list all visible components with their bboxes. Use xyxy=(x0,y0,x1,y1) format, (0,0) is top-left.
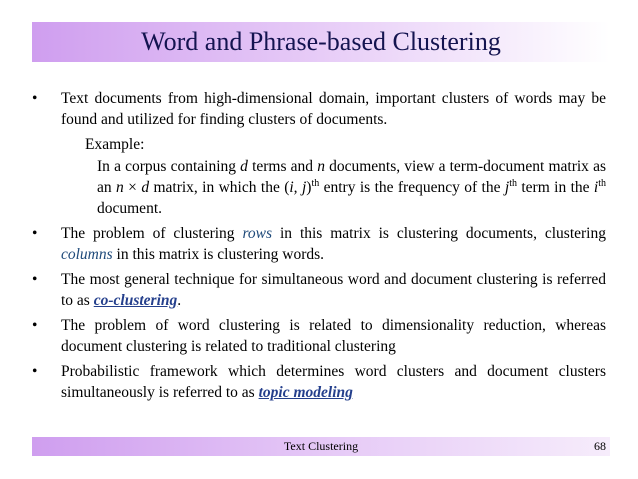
bullet-item xyxy=(30,223,606,265)
footer-label: Text Clustering xyxy=(283,439,359,453)
bullet-icon: • xyxy=(32,317,38,334)
bullet-icon: • xyxy=(32,90,38,107)
term-co-clustering: co-clustering xyxy=(93,292,178,309)
bullet-item xyxy=(30,88,606,130)
bullet-item xyxy=(30,315,606,357)
bullet-icon: • xyxy=(32,271,38,288)
term-topic-modeling: topic modeling xyxy=(258,384,353,401)
bullet-text: Probabilistic framework which determines word clusters and document clusters simultaneously is referred to as topic modeling xyxy=(61,363,606,401)
slide-content xyxy=(30,88,606,407)
bullet-text: The problem of clustering rows in this matrix is clustering documents, clustering columns in this matrix is clustering words. xyxy=(61,225,606,263)
bullet-text: The most general technique for simultaneous word and document clustering is referred to as co-clustering. xyxy=(61,271,606,309)
bullet-item xyxy=(30,361,606,403)
bullet-text: Text documents from high-dimensional domain, important clusters of words may be found and utilized for finding clusters of documents. xyxy=(61,90,606,128)
example-text: In a corpus containing d terms and n documents, view a term-document matrix as an n × d matrix, in which the (i, j)$^{th}$ entry is the frequency of the $j^{th}$ term in the $i^{th}$ document. xyxy=(97,158,607,217)
emphasis-columns: columns xyxy=(61,246,113,263)
bullet-text: The problem of word clustering is related to dimensionality reduction, whereas document clustering is related to traditional clustering xyxy=(61,317,606,355)
bullet-icon: • xyxy=(32,225,38,242)
bullet-item xyxy=(30,269,606,311)
page-number: 68 xyxy=(594,439,606,453)
bullet-icon: • xyxy=(32,363,38,380)
slide-title: Word and Phrase-based Clustering xyxy=(141,27,501,56)
emphasis-rows: rows xyxy=(242,225,273,242)
example-label: Example: xyxy=(85,136,145,153)
